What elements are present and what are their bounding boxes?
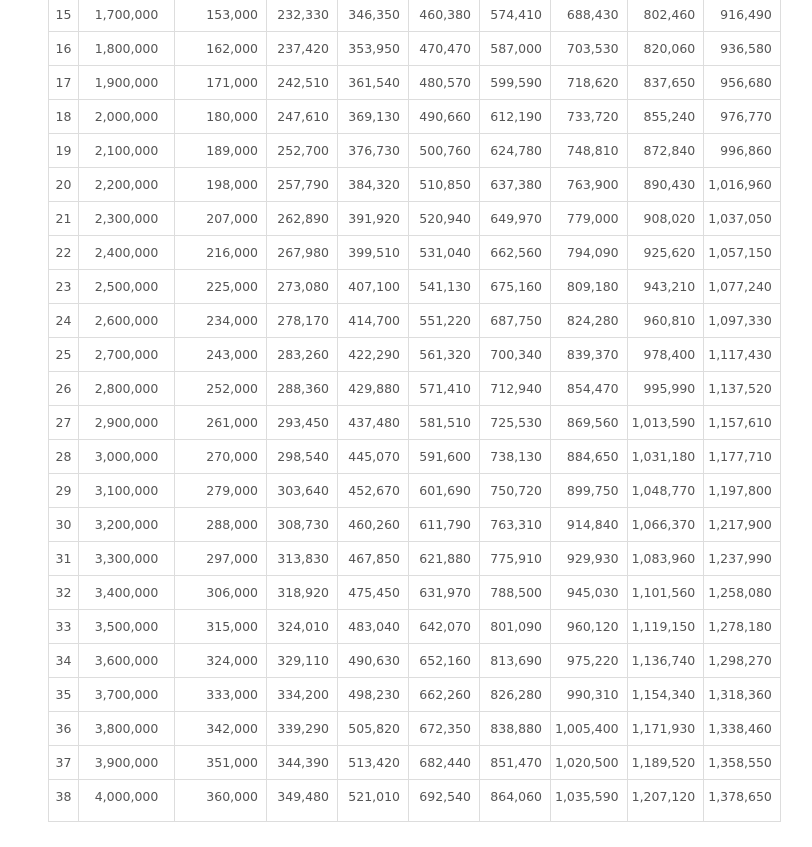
table-cell: 531,040: [409, 236, 480, 270]
table-row: [49, 576, 781, 610]
table-cell: 712,940: [480, 372, 551, 406]
table-cell: 945,030: [551, 576, 628, 610]
row-number-cell: 23: [49, 270, 79, 304]
table-cell: 571,410: [409, 372, 480, 406]
table-cell: 2,400,000: [79, 236, 175, 270]
table-cell: 725,530: [480, 406, 551, 440]
table-cell: 1,020,500: [551, 746, 628, 780]
table-row: [49, 168, 781, 202]
table-cell: 1,157,610: [704, 406, 781, 440]
row-number-cell: 25: [49, 338, 79, 372]
table-cell: 3,100,000: [79, 474, 175, 508]
table-cell: 692,540: [409, 780, 480, 822]
table-row: [49, 304, 781, 338]
table-cell: 349,480: [267, 780, 338, 822]
row-number-cell: 21: [49, 202, 79, 236]
table-row: [49, 372, 781, 406]
row-number-cell: 37: [49, 746, 79, 780]
table-cell: 914,840: [551, 508, 628, 542]
row-number-cell: 38: [49, 780, 79, 822]
table-cell: 763,310: [480, 508, 551, 542]
table-cell: 611,790: [409, 508, 480, 542]
table-row: [49, 678, 781, 712]
row-number-cell: 16: [49, 32, 79, 66]
table-cell: 490,630: [338, 644, 409, 678]
table-row: [49, 644, 781, 678]
table-cell: 3,300,000: [79, 542, 175, 576]
table-cell: 687,750: [480, 304, 551, 338]
table-cell: 995,990: [627, 372, 704, 406]
table-cell: 520,940: [409, 202, 480, 236]
table-cell: 429,880: [338, 372, 409, 406]
table-cell: 2,100,000: [79, 134, 175, 168]
row-number-cell: 33: [49, 610, 79, 644]
table-cell: 288,360: [267, 372, 338, 406]
table-cell: 541,130: [409, 270, 480, 304]
table-cell: 261,000: [175, 406, 267, 440]
table-cell: 1,013,590: [627, 406, 704, 440]
table-cell: 869,560: [551, 406, 628, 440]
table-cell: 247,610: [267, 100, 338, 134]
table-row: [49, 134, 781, 168]
table-cell: 748,810: [551, 134, 628, 168]
table-cell: 329,110: [267, 644, 338, 678]
table-row: [49, 338, 781, 372]
table-row: [49, 474, 781, 508]
table-cell: 996,860: [704, 134, 781, 168]
table-cell: 1,066,370: [627, 508, 704, 542]
table-cell: 936,580: [704, 32, 781, 66]
table-cell: 779,000: [551, 202, 628, 236]
table-cell: 234,000: [175, 304, 267, 338]
table-cell: 733,720: [551, 100, 628, 134]
table-cell: 1,900,000: [79, 66, 175, 100]
table-cell: 293,450: [267, 406, 338, 440]
table-cell: 346,350: [338, 0, 409, 32]
table-cell: 308,730: [267, 508, 338, 542]
table-cell: 1,177,710: [704, 440, 781, 474]
table-cell: 225,000: [175, 270, 267, 304]
table-cell: 824,280: [551, 304, 628, 338]
table-cell: 521,010: [338, 780, 409, 822]
table-cell: 3,600,000: [79, 644, 175, 678]
table-cell: 510,850: [409, 168, 480, 202]
table-cell: 4,000,000: [79, 780, 175, 822]
table-cell: 837,650: [627, 66, 704, 100]
table-cell: 262,890: [267, 202, 338, 236]
table-cell: 763,900: [551, 168, 628, 202]
table-row: [49, 440, 781, 474]
table-cell: 216,000: [175, 236, 267, 270]
row-number-cell: 15: [49, 0, 79, 32]
table-cell: 500,760: [409, 134, 480, 168]
table-cell: 460,260: [338, 508, 409, 542]
table-row: [49, 712, 781, 746]
table-cell: 820,060: [627, 32, 704, 66]
table-cell: 1,318,360: [704, 678, 781, 712]
table-cell: 884,650: [551, 440, 628, 474]
table-cell: 437,480: [338, 406, 409, 440]
table-cell: 278,170: [267, 304, 338, 338]
table-cell: 2,000,000: [79, 100, 175, 134]
table-cell: 207,000: [175, 202, 267, 236]
table-cell: 490,660: [409, 100, 480, 134]
table-cell: 642,070: [409, 610, 480, 644]
table-cell: 637,380: [480, 168, 551, 202]
table-cell: 1,298,270: [704, 644, 781, 678]
table-cell: 908,020: [627, 202, 704, 236]
table-cell: 422,290: [338, 338, 409, 372]
table-cell: 334,200: [267, 678, 338, 712]
row-number-cell: 30: [49, 508, 79, 542]
table-cell: 2,800,000: [79, 372, 175, 406]
row-number-cell: 19: [49, 134, 79, 168]
table-cell: 599,590: [480, 66, 551, 100]
table-cell: 652,160: [409, 644, 480, 678]
table-cell: 315,000: [175, 610, 267, 644]
table-cell: 631,970: [409, 576, 480, 610]
table-cell: 298,540: [267, 440, 338, 474]
table-cell: 414,700: [338, 304, 409, 338]
table-row: [49, 32, 781, 66]
table-cell: 1,137,520: [704, 372, 781, 406]
table-cell: 802,460: [627, 0, 704, 32]
table-cell: 864,060: [480, 780, 551, 822]
table-cell: 2,300,000: [79, 202, 175, 236]
table-cell: 1,035,590: [551, 780, 628, 822]
table-cell: 956,680: [704, 66, 781, 100]
table-cell: 198,000: [175, 168, 267, 202]
table-row: [49, 610, 781, 644]
table-row: [49, 542, 781, 576]
row-number-cell: 28: [49, 440, 79, 474]
row-number-cell: 29: [49, 474, 79, 508]
table-row: [49, 0, 781, 32]
row-number-cell: 18: [49, 100, 79, 134]
table-cell: 237,420: [267, 32, 338, 66]
table-cell: 297,000: [175, 542, 267, 576]
table-cell: 703,530: [551, 32, 628, 66]
table-cell: 3,500,000: [79, 610, 175, 644]
table-cell: 662,560: [480, 236, 551, 270]
table-cell: 551,220: [409, 304, 480, 338]
table-cell: 738,130: [480, 440, 551, 474]
table-row: [49, 270, 781, 304]
table-cell: 587,000: [480, 32, 551, 66]
table-cell: 809,180: [551, 270, 628, 304]
table-cell: 1,083,960: [627, 542, 704, 576]
table-cell: 1,037,050: [704, 202, 781, 236]
table-cell: 3,700,000: [79, 678, 175, 712]
table-cell: 333,000: [175, 678, 267, 712]
table-cell: 960,120: [551, 610, 628, 644]
table-cell: 3,800,000: [79, 712, 175, 746]
table-cell: 718,620: [551, 66, 628, 100]
table-cell: 153,000: [175, 0, 267, 32]
table-cell: 1,077,240: [704, 270, 781, 304]
table-cell: 925,620: [627, 236, 704, 270]
table-cell: 513,420: [338, 746, 409, 780]
table-cell: 445,070: [338, 440, 409, 474]
table-cell: 1,048,770: [627, 474, 704, 508]
table-cell: 1,005,400: [551, 712, 628, 746]
table-cell: 976,770: [704, 100, 781, 134]
table-cell: 826,280: [480, 678, 551, 712]
table-cell: 324,010: [267, 610, 338, 644]
table-cell: 561,320: [409, 338, 480, 372]
table-cell: 916,490: [704, 0, 781, 32]
row-number-cell: 36: [49, 712, 79, 746]
table-cell: 361,540: [338, 66, 409, 100]
table-cell: 180,000: [175, 100, 267, 134]
table-cell: 252,000: [175, 372, 267, 406]
table-cell: 1,700,000: [79, 0, 175, 32]
row-number-cell: 17: [49, 66, 79, 100]
table-cell: 1,237,990: [704, 542, 781, 576]
table-cell: 303,640: [267, 474, 338, 508]
table-row: [49, 780, 781, 822]
table-cell: 399,510: [338, 236, 409, 270]
table-cell: 1,016,960: [704, 168, 781, 202]
table-cell: 270,000: [175, 440, 267, 474]
table-cell: 344,390: [267, 746, 338, 780]
table-cell: 750,720: [480, 474, 551, 508]
row-number-cell: 34: [49, 644, 79, 678]
table-cell: 257,790: [267, 168, 338, 202]
table-cell: 505,820: [338, 712, 409, 746]
table-cell: 1,171,930: [627, 712, 704, 746]
table-row: [49, 66, 781, 100]
table-cell: 318,920: [267, 576, 338, 610]
table-cell: 3,900,000: [79, 746, 175, 780]
table-row: [49, 236, 781, 270]
table-cell: 232,330: [267, 0, 338, 32]
table-cell: 273,080: [267, 270, 338, 304]
table-cell: 855,240: [627, 100, 704, 134]
table-cell: 978,400: [627, 338, 704, 372]
table-cell: 480,570: [409, 66, 480, 100]
table-cell: 688,430: [551, 0, 628, 32]
table-row: [49, 508, 781, 542]
table-cell: 470,470: [409, 32, 480, 66]
table-cell: 899,750: [551, 474, 628, 508]
table-cell: 813,690: [480, 644, 551, 678]
table-cell: 1,358,550: [704, 746, 781, 780]
table-cell: 313,830: [267, 542, 338, 576]
table-cell: 1,101,560: [627, 576, 704, 610]
table-cell: 283,260: [267, 338, 338, 372]
table-cell: 960,810: [627, 304, 704, 338]
table-cell: 2,200,000: [79, 168, 175, 202]
row-number-cell: 26: [49, 372, 79, 406]
table-cell: 682,440: [409, 746, 480, 780]
table-cell: 384,320: [338, 168, 409, 202]
table-cell: 574,410: [480, 0, 551, 32]
table-cell: 624,780: [480, 134, 551, 168]
table-cell: 339,290: [267, 712, 338, 746]
table-cell: 360,000: [175, 780, 267, 822]
table-cell: 460,380: [409, 0, 480, 32]
table-cell: 252,700: [267, 134, 338, 168]
table-cell: 700,340: [480, 338, 551, 372]
table-cell: 591,600: [409, 440, 480, 474]
table-cell: 675,160: [480, 270, 551, 304]
table-cell: 612,190: [480, 100, 551, 134]
table-cell: 1,117,430: [704, 338, 781, 372]
table-cell: 1,378,650: [704, 780, 781, 822]
row-number-cell: 32: [49, 576, 79, 610]
table-cell: 242,510: [267, 66, 338, 100]
table-cell: 3,200,000: [79, 508, 175, 542]
table-cell: 351,000: [175, 746, 267, 780]
table-cell: 838,880: [480, 712, 551, 746]
table-cell: 306,000: [175, 576, 267, 610]
data-table-container: [48, 0, 781, 822]
table-cell: 794,090: [551, 236, 628, 270]
table-cell: 2,700,000: [79, 338, 175, 372]
row-number-cell: 35: [49, 678, 79, 712]
table-row: [49, 100, 781, 134]
table-cell: 1,119,150: [627, 610, 704, 644]
table-cell: 1,278,180: [704, 610, 781, 644]
table-cell: 851,470: [480, 746, 551, 780]
row-number-cell: 20: [49, 168, 79, 202]
table-row: [49, 406, 781, 440]
table-row: [49, 202, 781, 236]
table-cell: 1,189,520: [627, 746, 704, 780]
table-cell: 391,920: [338, 202, 409, 236]
row-number-cell: 24: [49, 304, 79, 338]
table-cell: 1,154,340: [627, 678, 704, 712]
table-cell: 581,510: [409, 406, 480, 440]
table-cell: 854,470: [551, 372, 628, 406]
table-cell: 1,031,180: [627, 440, 704, 474]
table-body: [49, 0, 781, 822]
table-cell: 839,370: [551, 338, 628, 372]
table-cell: 1,207,120: [627, 780, 704, 822]
table-cell: 601,690: [409, 474, 480, 508]
table-cell: 1,258,080: [704, 576, 781, 610]
table-cell: 1,800,000: [79, 32, 175, 66]
table-cell: 990,310: [551, 678, 628, 712]
row-number-cell: 27: [49, 406, 79, 440]
table-cell: 467,850: [338, 542, 409, 576]
table-cell: 452,670: [338, 474, 409, 508]
table-cell: 171,000: [175, 66, 267, 100]
table-cell: 369,130: [338, 100, 409, 134]
table-cell: 243,000: [175, 338, 267, 372]
table-cell: 1,338,460: [704, 712, 781, 746]
table-cell: 1,136,740: [627, 644, 704, 678]
table-cell: 943,210: [627, 270, 704, 304]
table-cell: 2,500,000: [79, 270, 175, 304]
row-number-cell: 31: [49, 542, 79, 576]
table-cell: 801,090: [480, 610, 551, 644]
table-cell: 483,040: [338, 610, 409, 644]
table-cell: 649,970: [480, 202, 551, 236]
table-cell: 1,197,800: [704, 474, 781, 508]
table-cell: 975,220: [551, 644, 628, 678]
table-cell: 162,000: [175, 32, 267, 66]
table-cell: 890,430: [627, 168, 704, 202]
table-cell: 1,057,150: [704, 236, 781, 270]
table-cell: 288,000: [175, 508, 267, 542]
table-cell: 672,350: [409, 712, 480, 746]
table-cell: 788,500: [480, 576, 551, 610]
data-table: [48, 0, 781, 822]
table-cell: 353,950: [338, 32, 409, 66]
table-cell: 2,900,000: [79, 406, 175, 440]
table-cell: 3,000,000: [79, 440, 175, 474]
table-cell: 267,980: [267, 236, 338, 270]
row-number-cell: 22: [49, 236, 79, 270]
table-cell: 324,000: [175, 644, 267, 678]
table-cell: 189,000: [175, 134, 267, 168]
table-cell: 775,910: [480, 542, 551, 576]
table-cell: 662,260: [409, 678, 480, 712]
table-cell: 3,400,000: [79, 576, 175, 610]
table-cell: 2,600,000: [79, 304, 175, 338]
table-cell: 621,880: [409, 542, 480, 576]
table-cell: 475,450: [338, 576, 409, 610]
table-cell: 407,100: [338, 270, 409, 304]
table-cell: 376,730: [338, 134, 409, 168]
table-cell: 498,230: [338, 678, 409, 712]
table-row: [49, 746, 781, 780]
table-cell: 1,097,330: [704, 304, 781, 338]
table-cell: 279,000: [175, 474, 267, 508]
table-cell: 872,840: [627, 134, 704, 168]
table-cell: 342,000: [175, 712, 267, 746]
table-cell: 929,930: [551, 542, 628, 576]
table-cell: 1,217,900: [704, 508, 781, 542]
